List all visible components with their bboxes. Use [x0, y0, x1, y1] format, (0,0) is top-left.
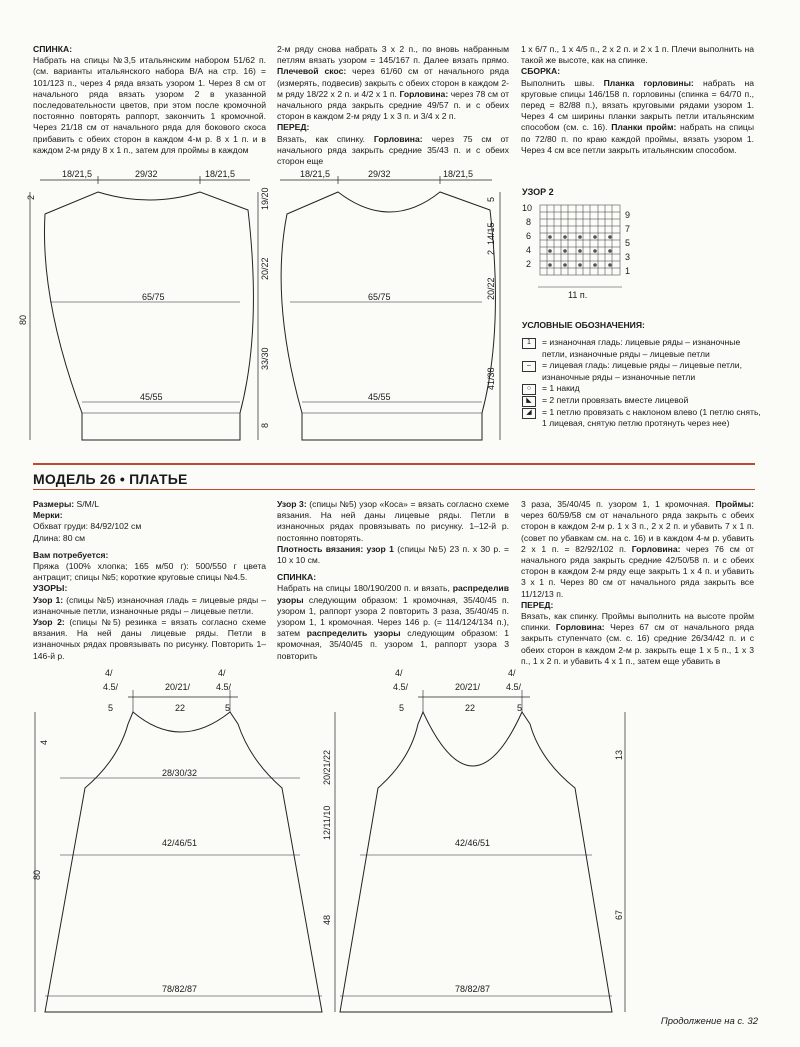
pattern1-text: (спицы №5) изнаночная гладь = лицевые ряды – изнаночные петли, изнаночные ряды – лицевые петли. [33, 594, 266, 616]
front-dim-neck: 29/32 [368, 169, 391, 179]
dress-front-heading: ПЕРЕД: [521, 599, 554, 610]
dress-front-armhole2: 12/11/10 [322, 805, 332, 840]
dress-back-hem: 78/82/87 [162, 984, 198, 994]
back-dim-chest: 65/75 [142, 292, 165, 302]
pattern2-chart [538, 205, 622, 287]
dress-back-outline [45, 712, 322, 1012]
yarn-over-icon: ○ [522, 384, 536, 395]
dress-front-waist: 42/46/51 [455, 838, 491, 848]
front-dim-body: 41/38 [486, 367, 496, 390]
front-dim-hem: 45/55 [368, 392, 391, 402]
sizes-value: S/M/L [76, 499, 99, 509]
back-dim-side-right: 18/21,5 [205, 169, 236, 179]
dress-front-text1: Вязать, как спинку. Проймы выполнить на высоте пройм спинки. [521, 611, 754, 633]
neck-label: Горловина: [399, 88, 449, 99]
back-text-cont: 2-м ряду снова набрать 3 х 2 п., по вновь набранным петлям вязать узором = 145/167 п. Далее вязать прямо. [277, 44, 509, 66]
dress-front-side-bot-r: 5 [517, 703, 523, 713]
neck-band-label: Планка горловины: [603, 77, 694, 88]
dress-back-waist: 42/46/51 [162, 838, 198, 848]
dress-back-side-top: 4/ [105, 668, 113, 678]
dress-front-length: 67 [614, 909, 624, 920]
p2-row-9: 9 [625, 210, 631, 220]
sizes-label: Размеры: [33, 499, 75, 509]
dress-back-side-mid: 4.5/ [103, 682, 119, 692]
dress-front-skirt: 48 [322, 914, 332, 925]
dress-back-cont: 3 раза, 35/40/45 п. узором 1, 1 кромочная. [521, 499, 711, 509]
front-text2: через 75 см от начального ряда закрыть средние 35/43 п. и с обеих сторон еще [277, 133, 509, 167]
assembly-text2: набрать на круговые спицы 146/158 п. горловины (спинка = 64/70 п., перед = 82/88 п.), вязать круговыми рядами узором 1. Через 4 см ширины планки закрыть петли итальянским способом (см. с. 16). [521, 77, 754, 133]
p2-row-7: 7 [625, 224, 631, 234]
back-dim-sleeve: 20/22 [260, 257, 270, 280]
front-text-cont: 1 х 6/7 п., 1 х 4/5 п., 2 х 2 п. и 2 х 1 п. Плечи выполнить на такой же высоте, как на спинке. [521, 44, 754, 66]
bottom-col-back [277, 499, 509, 662]
dress-back-side-mid-r: 4.5/ [216, 682, 232, 692]
legend-item: 1 = изнаночная гладь: лицевые ряды – изнаночные петли, изнаночные ряды – лицевые петли [522, 337, 762, 360]
front-dim-side-right: 18/21,5 [443, 169, 474, 179]
dress-front-side-mid: 4.5/ [393, 682, 409, 692]
length-measure: Длина: 80 см [33, 532, 86, 543]
front-dim-chest: 65/75 [368, 292, 391, 302]
back-dim-side-left: 18/21,5 [62, 169, 93, 179]
dress-back-neck-h: 4 [39, 739, 49, 745]
back-piece-outline [44, 192, 253, 440]
density-label: Плотность вязания: узор 1 [277, 543, 394, 554]
dress-back-side-bot-r: 5 [225, 703, 231, 713]
bottom-col-front [521, 499, 754, 667]
p2-row-10: 10 [522, 203, 533, 213]
front-dim-neck-depth: 5 [486, 196, 496, 202]
front-piece-outline [281, 192, 495, 440]
p2-row-1: 1 [625, 266, 631, 276]
shoulder-text: через 61/60 см от начального ряда (измерять, подвесив) закрыть с обеих сторон в каждом 2-м ряду 18/22 х 2 п. и 4/2 х 1 п. [277, 66, 509, 99]
dress-back-heading: СПИНКА: [277, 572, 317, 583]
front-heading: ПЕРЕД: [277, 122, 310, 133]
legend-title: УСЛОВНЫЕ ОБОЗНАЧЕНИЯ: [522, 320, 645, 330]
legend-item: – = лицевая гладь: лицевые ряды – лицевые петли, изнаночные ряды – изнаночные петли [522, 360, 762, 383]
dress-back-neck-bot: 22 [175, 703, 186, 713]
dress-back-text1: Набрать на спицы 180/190/200 п. и вязать, [277, 583, 450, 594]
p2-row-4: 4 [526, 245, 532, 255]
dress-front-side-top-r: 4/ [508, 668, 516, 678]
pattern2-label: Узор 2: [33, 617, 65, 628]
dress-neck-text: через 76 см от начального ряда закрыть средние 42/50/58 п. и с обеих сторон в каждом 2-м ряду еще закрыть 1 х 4 п. и убавить 3 х 1 п. Через 80 см от начального ряда закрыть все 11/12/13 п. [521, 543, 754, 599]
p2-row-6: 6 [526, 231, 532, 241]
legend-item: ◣ = 2 петли провязать вместе лицевой [522, 395, 762, 407]
dress-front-armhole1: 20/21/22 [322, 749, 332, 785]
armhole-text: через 60/59/58 см от начального ряда закрыть с обеих сторон в каждом 2-м р. 1 х 3 п., 2 х 2 п. и убавить 7 х 1 п. (совет по убавкам см. на с. 16) и в каждом 4-м р. убавить 2 х 1 п. = 82/92/102 п. [521, 510, 754, 554]
front-dim-shoulder: 2 [486, 249, 496, 255]
distribute-label-2: распределить узоры [306, 628, 401, 639]
front-dim-armhole: 14/15 [486, 222, 496, 245]
dress-back-side-top-r: 4/ [218, 668, 226, 678]
assembly-heading: СБОРКА: [521, 66, 561, 77]
dress-front-neck-label: Горловина: [555, 622, 605, 633]
dress-back-side-bot: 5 [108, 703, 114, 713]
legend [522, 320, 762, 430]
ssk-icon: ◢ [522, 408, 536, 419]
armhole-band-label: Планки пройм: [611, 122, 677, 133]
model-title: МОДЕЛЬ 26 • ПЛАТЬЕ [33, 471, 188, 487]
pattern3-text: (спицы №5) узор «Коса» = вязать согласно схеме вязания. На ней даны лицевые ряды. Петли в изнаночных рядах провязывать по рисунку. 1–12-й р. постоянно повторять. [277, 499, 509, 543]
back-instructions: Набрать на спицы №3,5 итальянским набором 51/62 п. (см. варианты итальянского набора В/А на стр. 16) = 101/123 п., через 4 ряда вязать узором 1. Через 8 см от начального ряда вязать узором 2 в указанной последовательности цветов, при этом после кромочной постоянно повторять раппорт, закончить 1 кромочной. Через 21/18 см от начального ряда для бокового скоса прибавить с обеих сторон в каждом 4-м р. 8 х 1 п. и в каждом 2-м ряду 8 х 1 п., затем для проймы в каждом [33, 55, 266, 155]
dress-front-neck-top: 20/21/ [455, 682, 481, 692]
distribute-label: распределив узоры [277, 583, 509, 605]
shoulder-label: Плечевой скос: [277, 66, 347, 77]
pattern2-text: (спицы №5) резинка = вязать согласно схеме вязания. На ней даны лицевые ряды. Петли в изнаночных рядах провязывать по рисунку. Повторить 1–146-й р. [33, 617, 266, 661]
p2-row-2: 2 [526, 259, 532, 269]
section-divider [33, 489, 755, 490]
back-dim-shoulder: 2 [26, 194, 36, 200]
dress-front-side-mid-r: 4.5/ [506, 682, 522, 692]
assembly-text3: набрать на спицы по 72/80 п. по краю каждой проймы, вязать узором 1. Через 4 см все петли закрыть итальянским способом. [521, 122, 755, 155]
bottom-col-materials [33, 499, 266, 662]
p2-row-8: 8 [526, 217, 532, 227]
dress-back-neck-top: 20/21/ [165, 682, 191, 692]
legend-item: ◢ = 1 петлю провязать с наклоном влево (1 петлю снять, 1 лицевая, снятую петлю протянуть через нее) [522, 407, 762, 430]
armhole-label: Проймы: [715, 499, 755, 509]
dress-front-neck-bot: 22 [465, 703, 476, 713]
density-text: (спицы №5) 23 п. х 30 р. = 10 х 10 см. [277, 543, 509, 566]
front-neck-label: Горловина: [373, 133, 423, 144]
measures-label: Мерки: [33, 510, 63, 521]
dress-front-hem: 78/82/87 [455, 984, 491, 994]
back-dim-hem: 45/55 [140, 392, 163, 402]
pattern2-title: УЗОР 2 [522, 187, 554, 197]
neck-text: через 78 см от начального ряда закрыть средние 49/57 п. и с обеих сторон в каждом 2-м ряду 1 х 3 п. и 3/4 х 2 п. [277, 88, 510, 122]
back-dim-armhole: 19/20 [260, 187, 270, 210]
back-dim-rib: 8 [260, 422, 270, 428]
patterns-label: УЗОРЫ: [33, 583, 68, 594]
dress-front-side-bot: 5 [399, 703, 405, 713]
continued-footer: Продолжение на с. 32 [660, 1016, 758, 1027]
front-dim-side-left: 18/21,5 [300, 169, 331, 179]
back-dim-total: 80 [18, 314, 28, 325]
front-dim-sleeve: 20/22 [486, 277, 496, 300]
legend-item: ○ = 1 накид [522, 383, 762, 395]
dress-back-text3: следующим образом: 1 кромочная, 35/40/45 п. узором 1, раппорт узора 3 повторить [277, 628, 510, 661]
back-dim-neck: 29/32 [135, 169, 158, 179]
chest-measure: Обхват груди: 84/92/102 см [33, 521, 142, 532]
back-heading: СПИНКА: [33, 44, 73, 54]
purl-symbol-icon: 1 [522, 338, 536, 349]
section-divider [33, 463, 755, 465]
k2tog-icon: ◣ [522, 396, 536, 407]
need-text: Пряжа (100% хлопка; 165 м/50 г): 500/550 г цвета антрацит; спицы №5; короткие круговые спицы №4.5. [33, 561, 266, 583]
dress-front-side-top: 4/ [395, 668, 403, 678]
p2-row-5: 5 [625, 238, 631, 248]
dress-back-text2: следующим образом: 1 кромочная, 35/40/45 п. узором 1, раппорт узора 2 повторить 3 раза, 35/40/45 п. узором 1, 1 кромочная. Через 146 р. (= 114/124/134 п.), затем [277, 594, 509, 639]
dress-back-total: 80 [32, 869, 42, 880]
dress-front-neck-depth: 13 [614, 749, 624, 760]
need-label: Вам потребуется: [33, 549, 109, 560]
dress-neck-label: Горловина: [631, 543, 681, 554]
pattern1-label: Узор 1: [33, 594, 64, 605]
dress-front-outline [340, 712, 612, 1012]
p2-stitches: 11 п. [568, 290, 588, 300]
assembly-text1: Выполнить швы. [521, 77, 595, 88]
p2-row-3: 3 [625, 252, 631, 262]
pattern3-label: Узор 3: [277, 499, 307, 509]
dress-front-text2: Через 67 см от начального ряда закрыть ступенчато (см. с. 16) средние 26/34/42 п. и с обеих сторон в каждом 2-м р. закрыть еще 1 х 5 п., 1 х 3 п., 1 х 2 п. и убавить 4 х 1 п., затем еще убавить в [521, 622, 755, 666]
knit-symbol-icon: – [522, 361, 536, 372]
dress-back-chest: 28/30/32 [162, 768, 198, 778]
front-text1: Вязать, как спинку. [277, 133, 366, 144]
back-dim-body: 33/30 [260, 347, 270, 370]
